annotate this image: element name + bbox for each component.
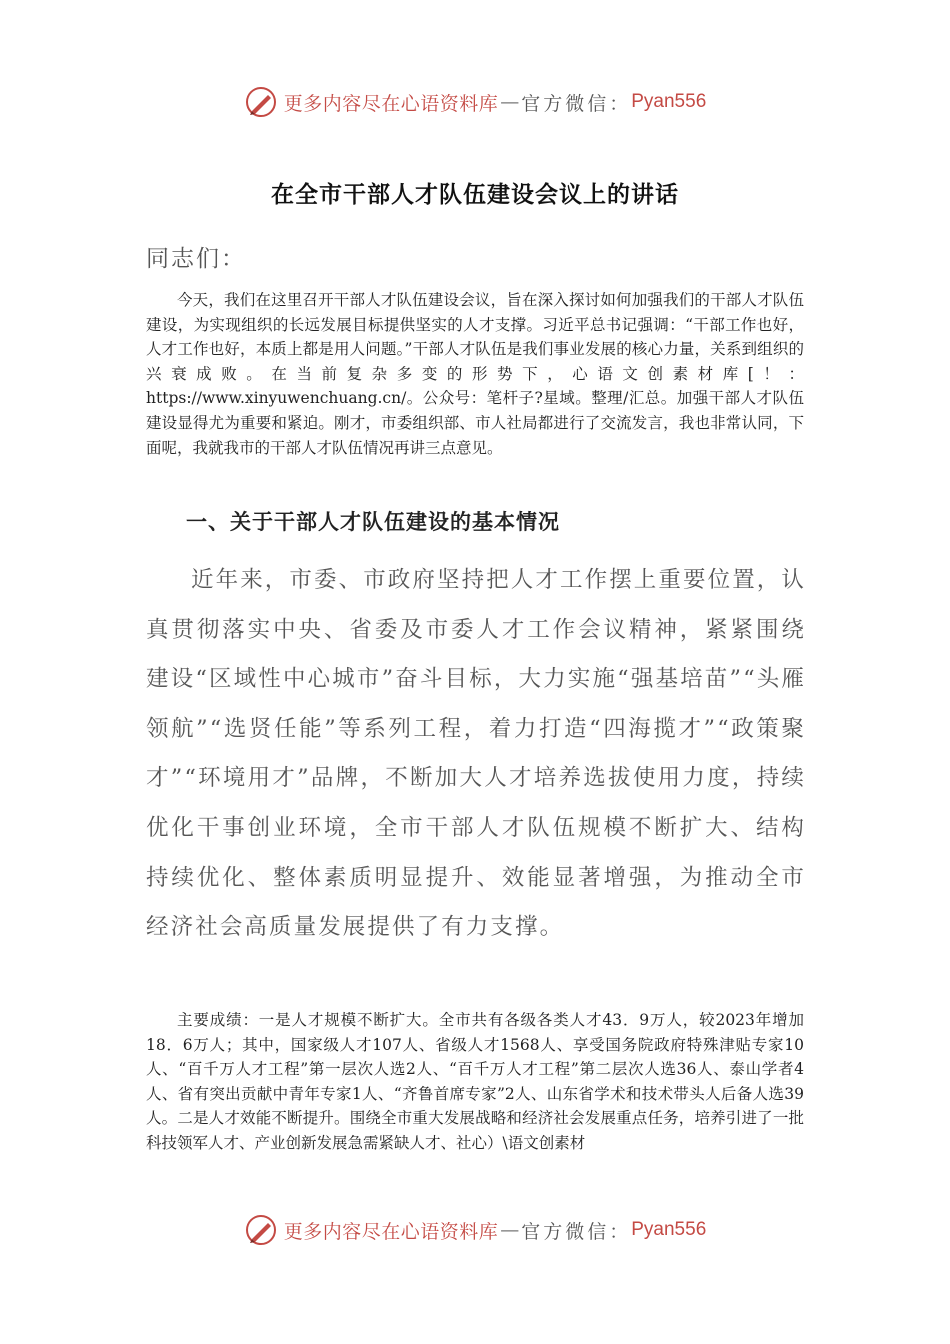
banner-sub-text: 官方微信： xyxy=(521,92,632,115)
footer-watermark-banner xyxy=(0,1208,950,1252)
section-heading-1: 一、关于干部人才队伍建设的基本情况 xyxy=(186,509,560,534)
document-title: 在全市干部人才队伍建设会议上的讲话 xyxy=(271,181,679,208)
banner-wechat-id: Pyan556 xyxy=(631,1219,707,1240)
banner-separator: — xyxy=(500,1219,520,1241)
pen-logo-icon xyxy=(244,1213,278,1247)
pen-logo-icon xyxy=(244,85,278,119)
banner-main-text: 更多内容尽在心语资料库 xyxy=(283,92,499,115)
intro-paragraph: 今天，我们在这里召开干部人才队伍建设会议，旨在深入探讨如何加强我们的干部人才队伍建设，为实现组织的长远发展目标提供坚实的人才支撑。习近平总书记强调：“干部工作也好，人才工作也好，本质上都是用人问题。”干部人才队伍是我们事业发展的核心力量，关系到组织的兴衰成败。在当前复杂多变的形势下，心语文创素材库[！：https://www.xinyuwenchuang.cn/。公众号：笔杆子?星域。整理/汇总。加强干部人才队伍建设显得尤为重要和紧迫。刚才，市委组织部、市人社局都进行了交流发言，我也非常认同，下面呢，我就我市的干部人才队伍情况再讲三点意见。 xyxy=(146,291,804,457)
banner-main-text: 更多内容尽在心语资料库 xyxy=(283,1220,499,1243)
banner-separator: — xyxy=(500,91,520,113)
achievements-paragraph: 主要成绩：一是人才规模不断扩大。全市共有各级各类人才43．9万人，较2023年增加18．6万人；其中，国家级人才107人、省级人才1568人、享受国务院政府特殊津贴专家10人、“百千万人才工程”第一层次人选2人、“百千万人才工程”第二层次人选36人、泰山学者4人、省有突出贡献中青年专家1人、“齐鲁首席专家”2人、山东省学术和技术带头人后备人选39人。二是人才效能不断提升。围绕全市重大发展战略和经济社会发展重点任务，培养引进了一批科技领军人才、产业创新发展急需紧缺人才、社心）\语文创素材 xyxy=(146,1011,804,1152)
banner-wechat-id: Pyan556 xyxy=(631,91,707,112)
banner-sub-text: 官方微信： xyxy=(521,1220,632,1243)
header-watermark-banner xyxy=(0,80,950,124)
body-paragraph-large: 近年来，市委、市政府坚持把人才工作摆上重要位置，认真贯彻落实中央、省委及市委人才工作会议精神，紧紧围绕建设“区域性中心城市”奋斗目标，大力实施“强基培苗”“头雁领航”“选贤任能”等系列工程，着力打造“四海揽才”“政策聚才”“环境用才”品牌，不断加大人才培养选拔使用力度，持续优化干事创业环境，全市干部人才队伍规模不断扩大、结构持续优化、整体素质明显提升、效能显著增强，为推动全市经济社会高质量发展提供了有力支撑。 xyxy=(146,567,807,941)
salutation: 同志们： xyxy=(146,246,246,272)
